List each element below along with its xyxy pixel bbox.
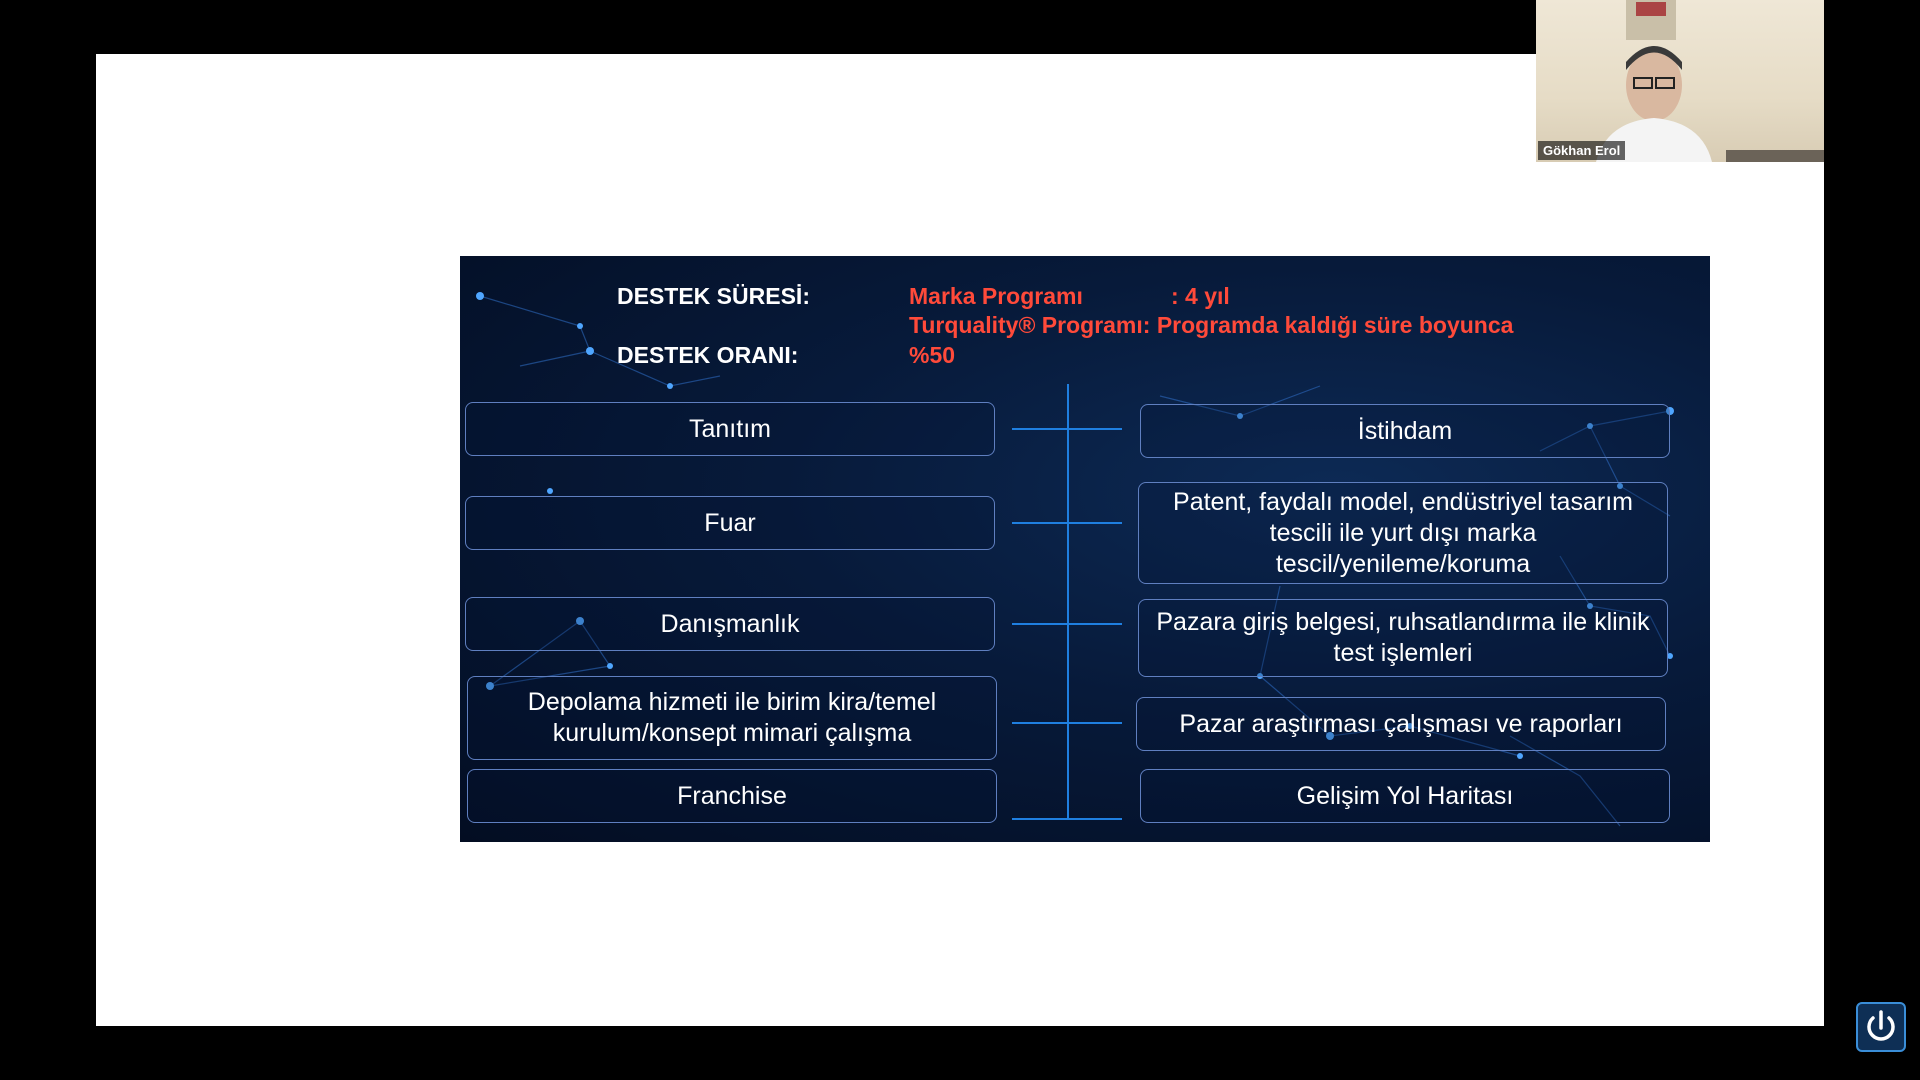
shared-screen: [96, 54, 1824, 1026]
participant-video[interactable]: [1536, 0, 1824, 162]
center-connector: [1067, 384, 1069, 820]
turquality-text: Turquality® Programı: Programda kaldığı süre boyunca: [909, 312, 1514, 338]
right-item-istihdam: İstihdam: [1140, 404, 1670, 458]
inovakademi-logo: [1856, 1002, 1906, 1052]
connector-branch: [1012, 522, 1122, 524]
person-silhouette: [1536, 0, 1824, 162]
presentation-slide: [460, 256, 1710, 842]
left-item-depolama: Depolama hizmeti ile birim kira/temel kurulum/konsept mimari çalışma: [467, 676, 997, 760]
connector-branch: [1012, 818, 1122, 820]
power-icon: [1858, 1004, 1904, 1050]
right-item-gelisim: Gelişim Yol Haritası: [1140, 769, 1670, 823]
support-duration-label: DESTEK SÜRESİ:: [617, 283, 810, 309]
connector-branch: [1012, 428, 1122, 430]
left-item-tanitim: Tanıtım: [465, 402, 995, 456]
right-item-pazar-arastirmasi: Pazar araştırması çalışması ve raporları: [1136, 697, 1666, 751]
connector-branch: [1012, 722, 1122, 724]
left-item-franchise: Franchise: [467, 769, 997, 823]
participant-name: Gökhan Erol: [1538, 141, 1625, 160]
left-item-danismanlik: Danışmanlık: [465, 597, 995, 651]
brand-program-value: : 4 yıl: [1171, 283, 1230, 309]
support-rate-label: DESTEK ORANI:: [617, 342, 799, 368]
support-rate-value: %50: [909, 342, 956, 368]
left-item-fuar: Fuar: [465, 496, 995, 550]
connector-branch: [1012, 623, 1122, 625]
right-item-pazara-giris: Pazara giriş belgesi, ruhsatlandırma ile klinik test işlemleri: [1138, 599, 1668, 677]
right-item-patent: Patent, faydalı model, endüstriyel tasarım tescili ile yurt dışı marka tescil/yenileme/koruma: [1138, 482, 1668, 584]
brand-program-label: Marka Programı: [909, 283, 1083, 309]
